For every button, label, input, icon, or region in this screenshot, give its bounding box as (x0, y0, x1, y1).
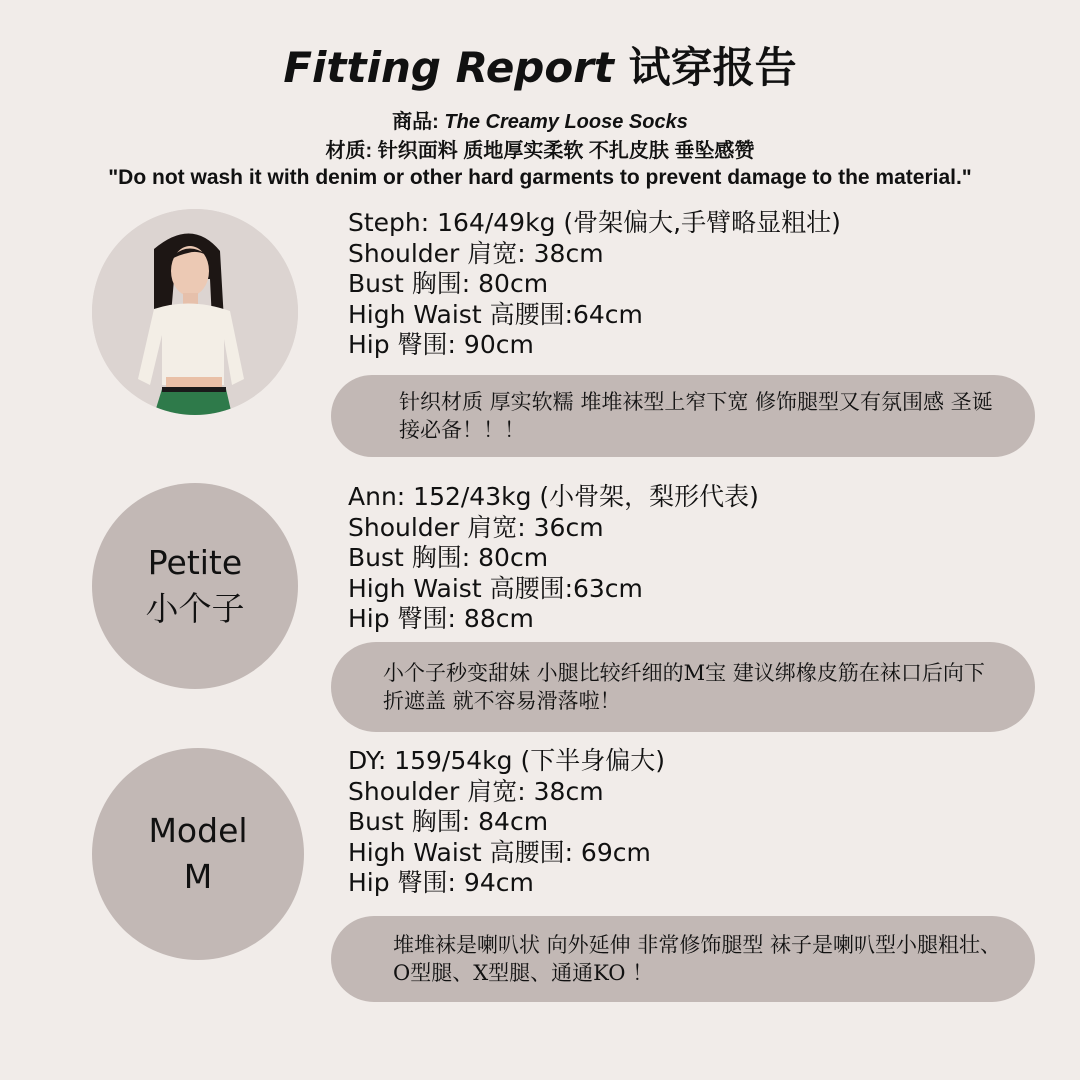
avatar-label-line2: M (183, 857, 213, 896)
model-stats (348, 746, 665, 899)
model-photo-steph (92, 209, 298, 415)
shoulder-measure: Shoulder 肩宽: 38cm (348, 776, 604, 806)
product-name: The Creamy Loose Socks (438, 111, 688, 133)
hip-measure: Hip 臀围: 90cm (348, 330, 534, 359)
comment-text: 堆堆袜是喇叭状 向外延伸 非常修饰腿型 袜子是喇叭型小腿粗壮、O型腿、X型腿、通通KO ！ (393, 933, 1002, 985)
hip-measure: Hip 臀围: 94cm (348, 868, 534, 897)
model-name-height-weight: Steph: 164/49kg (骨架偏大,手臂略显粗壮) (348, 208, 841, 237)
avatar-label-line2: 小个子 (145, 589, 245, 628)
model-name-height-weight: Ann: 152/43kg (小骨架，梨形代表) (348, 482, 759, 511)
bust-measure: Bust 胸围: 80cm (348, 269, 549, 298)
page-title (0, 40, 1080, 96)
comment-text: 小个子秒变甜妹 小腿比较纤细的M宝 建议绑橡皮筋在袜口后向下折遮盖 就不容易滑落啦！ (383, 661, 985, 713)
high-waist-measure: High Waist 高腰围:63cm (348, 573, 643, 603)
model-avatar-petite (92, 483, 298, 689)
model-stats (348, 482, 759, 635)
product-label: 商品: (392, 111, 439, 133)
product-line (0, 108, 1080, 136)
title-english: Fitting Report (283, 43, 615, 92)
bust-measure: Bust 胸围: 84cm (348, 807, 549, 836)
hip-measure: Hip 臀围: 88cm (348, 604, 534, 633)
person-photo-icon (92, 209, 298, 415)
model-name-height-weight: DY: 159/54kg (下半身偏大) (348, 746, 665, 775)
comment-bubble (331, 375, 1035, 457)
model-stats (348, 208, 841, 361)
material-line: 材质: 针织面料 质地厚实柔软 不扎皮肤 垂坠感赞 (325, 140, 755, 162)
shoulder-measure: Shoulder 肩宽: 36cm (348, 512, 604, 542)
avatar-label-line1: Model (148, 811, 248, 850)
comment-bubble (331, 916, 1035, 1002)
care-note: "Do not wash it with denim or other hard garments to prevent damage to the material." (108, 166, 972, 189)
model-avatar-m (92, 748, 304, 960)
comment-text: 针织材质 厚实软糯 堆堆袜型上窄下宽 修饰腿型又有氛围感 圣诞接必备！！！ (399, 390, 993, 442)
title-chinese: 试穿报告 (628, 43, 797, 92)
avatar-label-line1: Petite (147, 543, 243, 582)
comment-bubble (331, 642, 1035, 732)
high-waist-measure: High Waist 高腰围: 69cm (348, 837, 651, 867)
shoulder-measure: Shoulder 肩宽: 38cm (348, 238, 604, 268)
bust-measure: Bust 胸围: 80cm (348, 543, 549, 572)
high-waist-measure: High Waist 高腰围:64cm (348, 299, 643, 329)
